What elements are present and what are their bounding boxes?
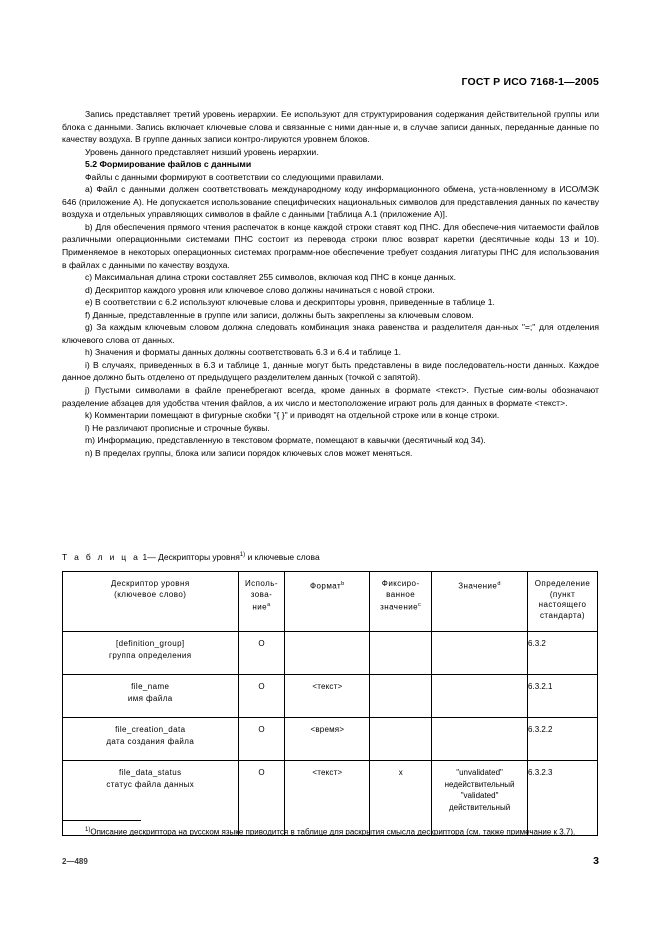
section-heading-5-2: 5.2 Формирование файлов с данными [85, 159, 252, 170]
cell-usage: O [238, 718, 285, 761]
rule-j: j) Пустыми символами в файле пренебрегают всегда, кроме данных в формате <текст>. Пустые сим-волы обозначают разделение абзацев для удобства чтения файлов, а их число и местоположение играют роль для данных в формате <текст>. [62, 385, 599, 408]
table-row [63, 718, 598, 761]
rule-c: c) Максимальная длина строки составляет 255 символов, включая код ПНС в конце данных. [85, 272, 457, 283]
cell-usage: O [238, 632, 285, 675]
level-descriptors-table [62, 571, 598, 836]
cell-format: <время> [285, 718, 370, 761]
cell-definition: 6.3.2 [528, 632, 598, 675]
footnote [62, 824, 599, 839]
rule-a: a) Файл с данными должен соответствовать международному коду информационного обмена, уста-новленному в ИСО/МЭК 646 (приложение А). Не допускается использование специфических национальных символов для представления данных по качеству воздуха и отдельных управляющих символов в файле с данными [таблица А.1 (приложение А)]. [62, 184, 599, 220]
table-caption-text-a: Дескрипторы уровня [158, 552, 240, 562]
cell-fixed-value [370, 675, 432, 718]
cell-usage: O [238, 761, 285, 836]
cell-format: <текст> [285, 761, 370, 836]
document-body [62, 108, 599, 459]
cell-value [432, 632, 528, 675]
footnote-separator [62, 820, 141, 821]
table-caption-dash: — [147, 552, 156, 562]
rule-b: b) Для обеспечения прямого чтения распечаток в конце каждой строки ставят код ПНС. Для обеспече-ния читаемости файлов различными операционными системами ПНС состоит из перевода строки плюс возврат каретки (десятичные коды 13 и 10). Применяемое в некоторых операционных системах программ-ное обеспечение требует создания лигатуры ПНС для использования в файлах с данными по качеству воздуха. [62, 221, 599, 270]
cell-fixed-value [370, 632, 432, 675]
cell-value [432, 718, 528, 761]
table-row [63, 675, 598, 718]
rule-h: h) Значения и форматы данных должны соответствовать 6.3 и 6.4 и таблице 1. [85, 347, 402, 358]
cell-format: <текст> [285, 675, 370, 718]
rule-i: i) В случаях, приведенных в 6.3 и таблице 1, данные могут быть представлены в виде последователь-ности данных. Каждое данное должно быть отделено от предыдущего разделителем данных (точкой с запятой). [62, 359, 599, 383]
paragraph-hierarchy-record: Запись представляет третий уровень иерархии. Ее используют для структурирования содержания действительной группы или блока с данными. Запись включает ключевые слова и связанные с ними дан-ные и, в случае записи данных, переданные данные по качеству воздуха. В группе данных записи контро-лируются уровнем блоков. [62, 109, 599, 145]
rule-f: f) Данные, представленные в группе или записи, должны быть закреплены за ключевым словом. [85, 309, 474, 320]
signature-mark: 2—489 [62, 857, 88, 866]
cell-definition: 6.3.2.1 [528, 675, 598, 718]
rule-k: k) Комментарии помещают в фигурные скобки "{ }" и приводят на отдельной строке или в конце строки. [85, 410, 500, 421]
cell-value: "unvalidated" недействительный "validated" действительный [432, 761, 528, 836]
paragraph-intro-rules: Файлы с данными формируют в соответствии со следующими правилами. [85, 171, 384, 182]
cell-descriptor: file_data_status статус файла данных [63, 761, 239, 836]
table-row [63, 632, 598, 675]
rule-l: l) Не различают прописные и строчные буквы. [85, 422, 270, 433]
footnote-marker: 1) [85, 827, 91, 833]
cell-fixed-value [370, 718, 432, 761]
cell-descriptor: file_creation_data дата создания файла [63, 718, 239, 761]
table-caption-footnote-ref: 1) [239, 552, 246, 559]
column-header-usage: Исполь- зова- ние$^a$ [238, 572, 285, 632]
cell-fixed-value: x [370, 761, 432, 836]
footnote-text: Описание дескриптора на русском языке приводится в таблице для раскрытия смысла дескриптора (см. также примечание к 3.7). [90, 827, 576, 837]
table-header-row [63, 572, 598, 632]
cell-value [432, 675, 528, 718]
table-caption-label: Т а б л и ц а [62, 552, 141, 562]
rule-d: d) Дескриптор каждого уровня или ключевое слово должны начинаться с новой строки. [85, 284, 435, 295]
cell-definition: 6.3.2.3 [528, 761, 598, 836]
cell-format [285, 632, 370, 675]
cell-descriptor: file_name имя файла [63, 675, 239, 718]
table-caption-text-b: и ключевые слова [247, 552, 320, 562]
rule-e: e) В соответствии с 6.2 используют ключевые слова и дескрипторы уровня, приведенные в таблице 1. [85, 297, 495, 308]
column-header-value: Значение$^d$ [432, 572, 528, 632]
page-number: 3 [593, 855, 599, 867]
rule-g: g) За каждым ключевым словом должна следовать комбинация знака равенства и разделителя дан-ных "=;" для отделения ключевого слова от данных. [62, 322, 599, 345]
cell-definition: 6.3.2.2 [528, 718, 598, 761]
rule-m: m) Информацию, представленную в текстовом формате, помещают в кавычки (десятичный код 34). [85, 435, 486, 446]
column-header-format: Формат$^b$ [285, 572, 370, 632]
column-header-fixed-value: Фиксиро- ванное значение$^c$ [370, 572, 432, 632]
table-caption-number: 1 [142, 552, 148, 562]
cell-descriptor: [definition_group] группа определения [63, 632, 239, 675]
table-caption [62, 552, 320, 562]
standard-header: ГОСТ Р ИСО 7168-1—2005 [461, 76, 599, 88]
cell-usage: O [238, 675, 285, 718]
column-header-definition: Определение (пункт настоящего стандарта) [528, 572, 598, 632]
column-header-descriptor: Дескриптор уровня (ключевое слово) [63, 572, 239, 632]
paragraph-hierarchy-datum: Уровень данного представляет низший уровень иерархии. [85, 146, 319, 157]
rule-n: n) В пределах группы, блока или записи порядок ключевых слов может меняться. [85, 447, 413, 458]
